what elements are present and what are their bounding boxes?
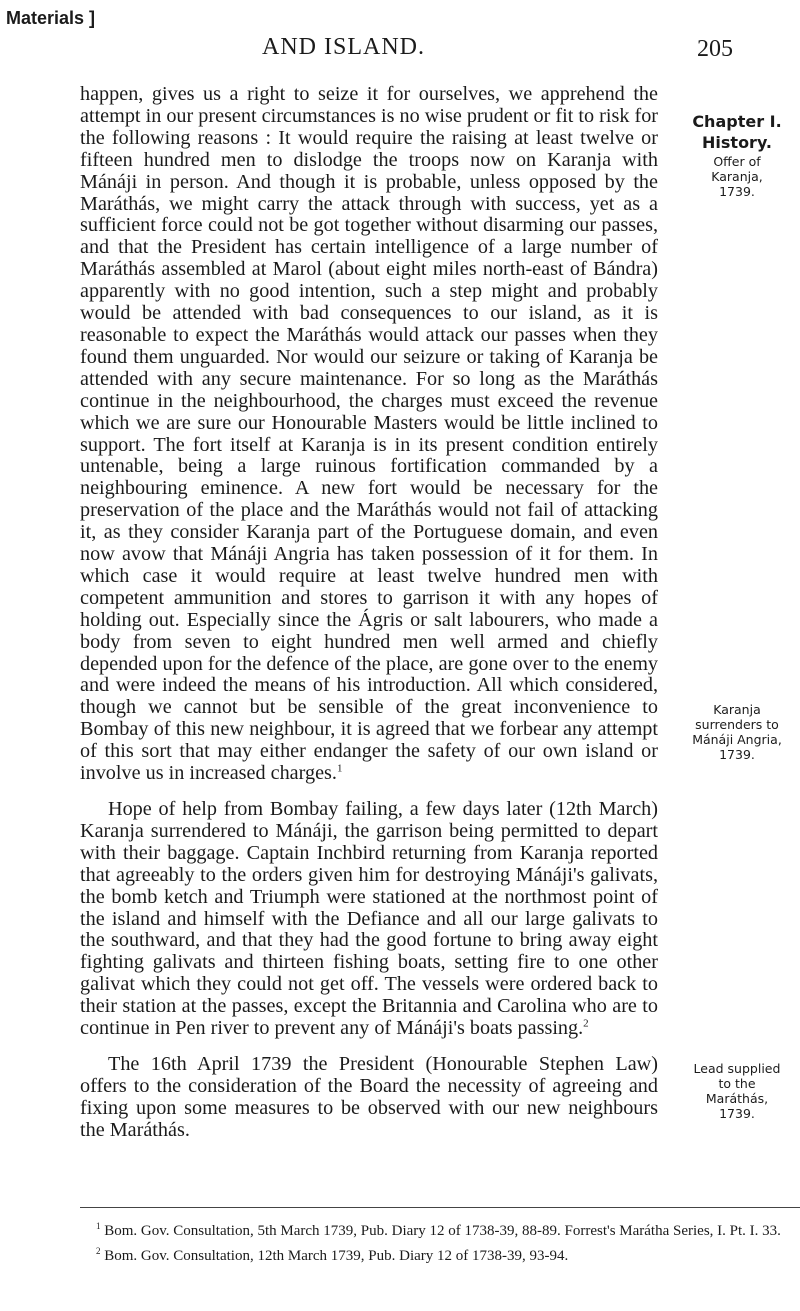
margin-note-line: Karanja [713, 702, 761, 717]
margin-note-surrender [676, 702, 798, 762]
margin-note-line: surrenders to [695, 717, 779, 732]
footnote-2 [80, 1243, 800, 1265]
footnote-1-text: Bom. Gov. Consultation, 5th March 1739, Pub. Diary 12 of 1738-39, 88-89. Forrest's Marátha Series, I. Pt. I. 33. [104, 1223, 781, 1239]
paragraph-1 [80, 84, 658, 785]
margin-note-line: to the [718, 1076, 756, 1091]
paragraph-2-text: Hope of help from Bombay failing, a few days later (12th March) Karanja surrendered to Mánáji, the garrison being permitted to depart with their baggage. Captain Inchbird returning from Karanja reported that agreeably to the orders given him for destroying Mánáji's galivats, the bomb ketch and Triumph were stationed at the northmost point of the island and himself with the Defiance and all our large galivats to the southward, and that they had the good fortune to bring away eight fighting galivats and thirteen fishing boats, setting fire to one other galivat which they could not get off. The vessels were ordered back to their station at the passes, except the Britannia and Carolina who are to continue in Pen river to prevent any of Mánáji's boats passing. [80, 798, 658, 1040]
page-number: 205 [697, 36, 733, 62]
paragraph-1-text: happen, gives us a right to seize it for ourselves, we apprehend the attempt in our present circumstances is no wise prudent or fit to risk for the following reasons : It would require the raising at least twelve or fifteen hundred men to dislodge the troops now on Karanja with Mánáji in person. And though it is probable, unless opposed by the Maráthás, we might carry the attack through with success, yet as a sufficient force could not be got together without disarming our passes, and that the President has certain intelligence of a large number of Maráthás assembled at Marol (about eight miles north-east of Bándra) apparently with no good intention, such a step might and probably would be attended with bad consequences to our island, as it is reasonable to expect the Maráthás would attack our passes when they found them unguarded. Nor would our seizure or taking of Karanja be attended with any secure maintenance. For so long as the Maráthás continue in the neighbourhood, the charges must exceed the revenue which we are sure our Honourable Masters would be little inclined to support. The fort itself at Karanja is in its present condition entirely untenable, being a large ruinous fortification commanded by a neighbouring eminence. A new fort would be necessary for the preservation of the place and the Maráthás would not fail of attacking it, as they consider Karanja part of the Portuguese domain, and even now avow that Mánáji Angria has taken possession of it for them. In which case it would require at least twelve hundred men with competent ammunition and stores to garrison it with any hopes of holding out. Especially since the Ágris or salt labourers, who made a body from seven to eight hundred men well armed and chiefly depended upon for the defence of the place, are gone over to the enemy and were indeed the means of his introduction. All which considered, though we cannot but be sensible of the great inconvenience to Bombay of this new neighbour, it is agreed that we forbear any attempt of this sort that may either endanger the safety of our own island or involve us in increased charges. [80, 83, 659, 785]
footnote-ref-2[interactable]: 2 [583, 1017, 589, 1030]
footnote-1 [80, 1218, 800, 1240]
paragraph-3 [80, 1054, 658, 1142]
margin-note-offer [676, 112, 798, 199]
margin-note-line: Lead supplied [693, 1061, 781, 1076]
margin-note-line: Mánáji Angria, [692, 732, 782, 747]
margin-note-line: 1739. [719, 1106, 755, 1121]
corner-label: Materials ] [6, 8, 96, 28]
margin-note-line: 1739. [719, 747, 755, 762]
margin-note-line: Maráthás, [705, 1091, 769, 1106]
running-title: AND ISLAND. [262, 34, 425, 60]
margin-note-line: Offer of [713, 154, 761, 169]
footnote-marker-2: 2 [96, 1246, 101, 1256]
footnote-divider [80, 1207, 800, 1208]
footnote-2-text: Bom. Gov. Consultation, 12th March 1739, Pub. Diary 12 of 1738-39, 93-94. [104, 1248, 569, 1264]
main-text [80, 84, 658, 1142]
footnote-marker-1: 1 [96, 1221, 101, 1231]
margin-note-lead [676, 1061, 798, 1121]
margin-note-line: Karanja, [711, 169, 763, 184]
footnote-ref-1[interactable]: 1 [336, 762, 343, 775]
paragraph-3-text: The 16th April 1739 the President (Honourable Stephen Law) offers to the consideration of the Board the necessity of agreeing and fixing upon some measures to be observed with our new neighbours the Maráthás. [80, 1052, 658, 1141]
section-label: History. [702, 133, 772, 152]
margin-note-line: 1739. [719, 184, 755, 199]
chapter-label: Chapter I. [692, 112, 782, 131]
paragraph-2 [80, 799, 658, 1040]
footnotes [80, 1218, 800, 1268]
